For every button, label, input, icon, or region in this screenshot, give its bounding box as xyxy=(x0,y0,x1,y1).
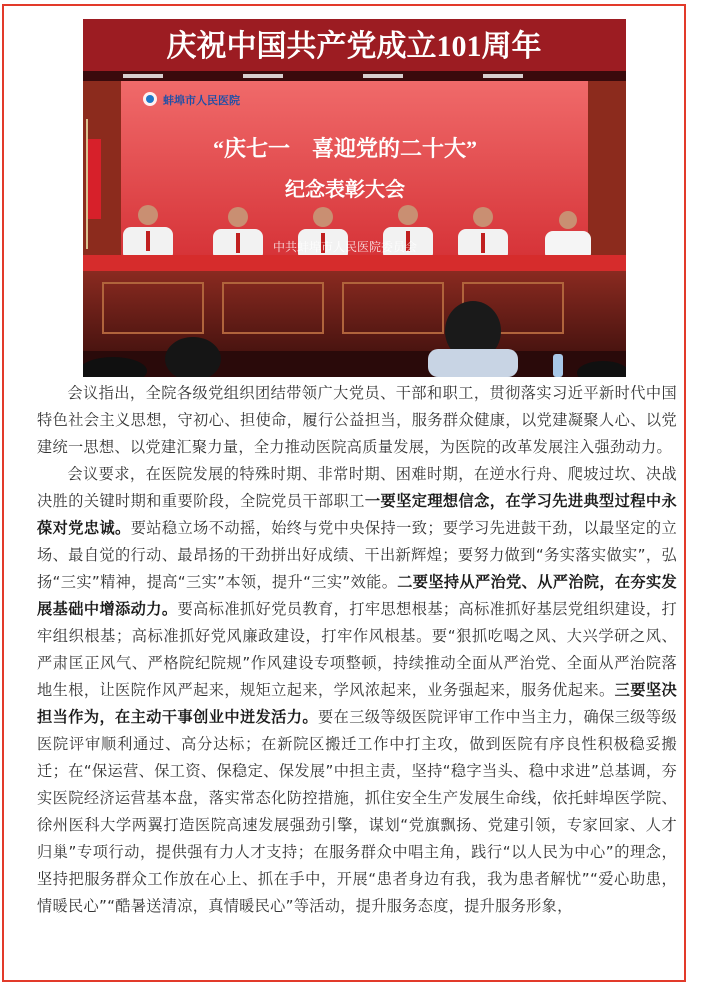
screen-line2: 纪念表彰大会 xyxy=(285,179,405,201)
screen-logo: 蚌埠市人民医院 xyxy=(163,95,240,107)
banner-title: 庆祝中国共产党成立101周年 xyxy=(166,30,542,63)
point-3-heading: 三要坚决担当作为，在主动干事创业中迸发活力。 xyxy=(37,681,677,726)
point-1-text: 要站稳立场不动摇，始终与党中央保持一致；要学习先进鼓干劲，以最坚定的立场、最自觉的行动、最昂扬的干劲拼出好成绩、干出新辉煌；要努力做到“务实落实做实”，弘扬“三实”精神，提高“三实”本领，提升“三实”效能。 xyxy=(37,519,677,591)
paragraph-2-text: 会议要求，在医院发展的特殊时期、非常时期、困难时期，在逆水行舟、爬坡过坎、决战决胜的关键时期和重要阶段，全院党员干部职工 xyxy=(37,465,677,510)
article-body xyxy=(37,380,677,920)
point-2-heading: 二要坚持从严治党、从严治院，在夯实发展基础中增添动力。 xyxy=(37,573,677,618)
paragraph-2 xyxy=(37,461,677,920)
screen-line1: “庆七一 喜迎党的二十大” xyxy=(212,136,478,161)
point-1-heading: 一要坚定理想信念，在学习先进典型过程中永葆对党忠诚。 xyxy=(37,492,677,537)
point-3-text: 要在三级等级医院评审工作中当主力，确保三级等级医院评审顺利通过、高分达标；在新院区搬迁工作中打主攻，做到医院有序良性积极稳妥搬迁；在“保运营、保工资、保稳定、保发展”中担主责，坚持“稳字当头、稳中求进”总基调，夯实医院经济运营基本盘，落实常态化防控措施，抓住安全生产发展生命线，依托蚌埠医学院、徐州医科大学两翼打造医院高速发展强劲引擎，谋划“党旗飘扬、党建引领，专家回家、人才归巢”专项行动，提供强有力人才支持；在服务群众中唱主角，践行“以人民为中心”的理念，坚持把服务群众工作放在心上、抓在手中，开展“患者身边有我，我为患者解忧”“爱心助患，情暖民心”“酷暑送清凉，真情暖民心”等活动，提升服务态度，提升服务形象， xyxy=(37,708,677,915)
paragraph-1 xyxy=(37,380,677,461)
point-2-text: 要高标准抓好党员教育，打牢思想根基；高标准抓好基层党组织建设，打牢组织根基；高标准抓好党风廉政建设，打牢作风根基。要“狠抓吃喝之风、大兴学研之风、严肃匡正风气、严格院纪院规”作风建设专项整顿，持续推动全面从严治党、全面从严治院落地生根，让医院作风严起来，规矩立起来，学风浓起来，业务强起来，服务优起来。 xyxy=(37,600,677,699)
table-text: 中共蚌埠市人民医院委员会 xyxy=(272,240,418,254)
meeting-photo xyxy=(83,19,626,377)
paragraph-1-text: 会议指出，全院各级党组织团结带领广大党员、干部和职工，贯彻落实习近平新时代中国特色社会主义思想，守初心、担使命，履行公益担当，服务群众健康，以党建凝聚人心、以党建统一思想、以党建汇聚力量，全力推动医院高质量发展，为医院的改革发展注入强劲动力。 xyxy=(37,384,677,456)
meeting-photo-svg xyxy=(83,19,626,377)
